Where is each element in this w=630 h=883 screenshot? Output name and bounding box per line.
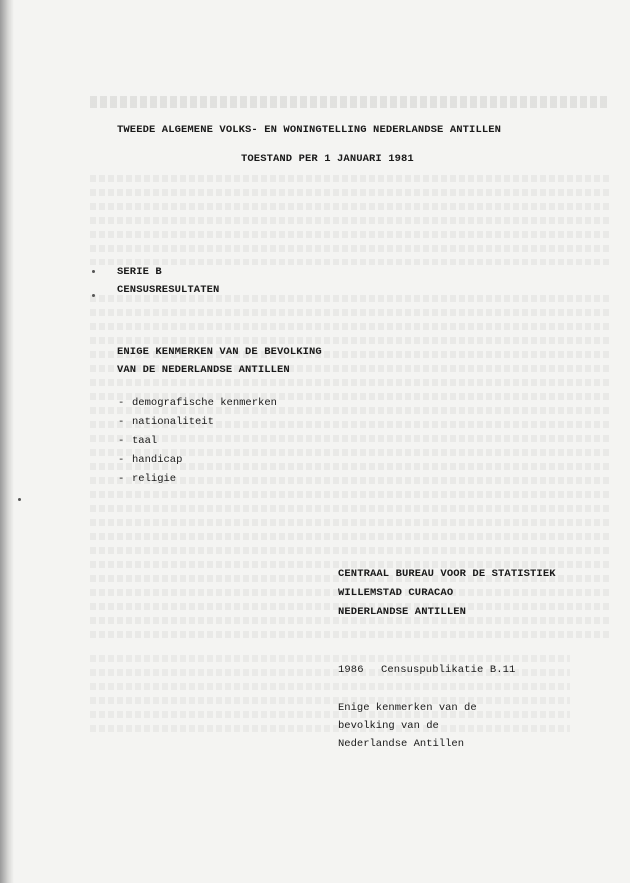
publication-title-line-3: Nederlandse Antillen xyxy=(338,738,465,750)
subject-line-2: VAN DE NEDERLANDSE ANTILLEN xyxy=(117,364,290,376)
bleed-through-line xyxy=(90,96,610,108)
date-line: TOESTAND PER 1 JANUARI 1981 xyxy=(241,153,414,165)
publication-title-line-2: bevolking van de xyxy=(338,720,439,732)
subject-line-1: ENIGE KENMERKEN VAN DE BEVOLKING xyxy=(117,346,322,358)
publication-title-line-1: Enige kenmerken van de xyxy=(338,702,477,714)
topic-item: - demografische kenmerken xyxy=(118,397,277,409)
publication-series-code: Censuspublikatie B.11 xyxy=(381,664,516,676)
series-label: SERIE B xyxy=(117,266,162,278)
publisher-line-1: CENTRAAL BUREAU VOOR DE STATISTIEK xyxy=(338,568,556,580)
topic-item: - taal xyxy=(118,435,158,447)
scan-speck xyxy=(18,498,21,501)
scan-speck xyxy=(92,270,95,273)
publication-title xyxy=(338,699,477,753)
topic-item: - nationaliteit xyxy=(118,416,214,428)
scan-edge xyxy=(0,0,14,883)
topic-item: - handicap xyxy=(118,454,183,466)
publisher-line-3: NEDERLANDSE ANTILLEN xyxy=(338,606,467,618)
main-title: TWEEDE ALGEMENE VOLKS- EN WONINGTELLING NEDERLANDSE ANTILLEN xyxy=(117,124,502,136)
topic-item: - religie xyxy=(118,473,177,485)
bleed-through-block xyxy=(90,175,610,265)
publisher-line-2: WILLEMSTAD CURACAO xyxy=(338,587,454,599)
scan-speck xyxy=(92,294,95,297)
publication-year: 1986 xyxy=(338,664,364,676)
series-name: CENSUSRESULTATEN xyxy=(117,284,220,296)
